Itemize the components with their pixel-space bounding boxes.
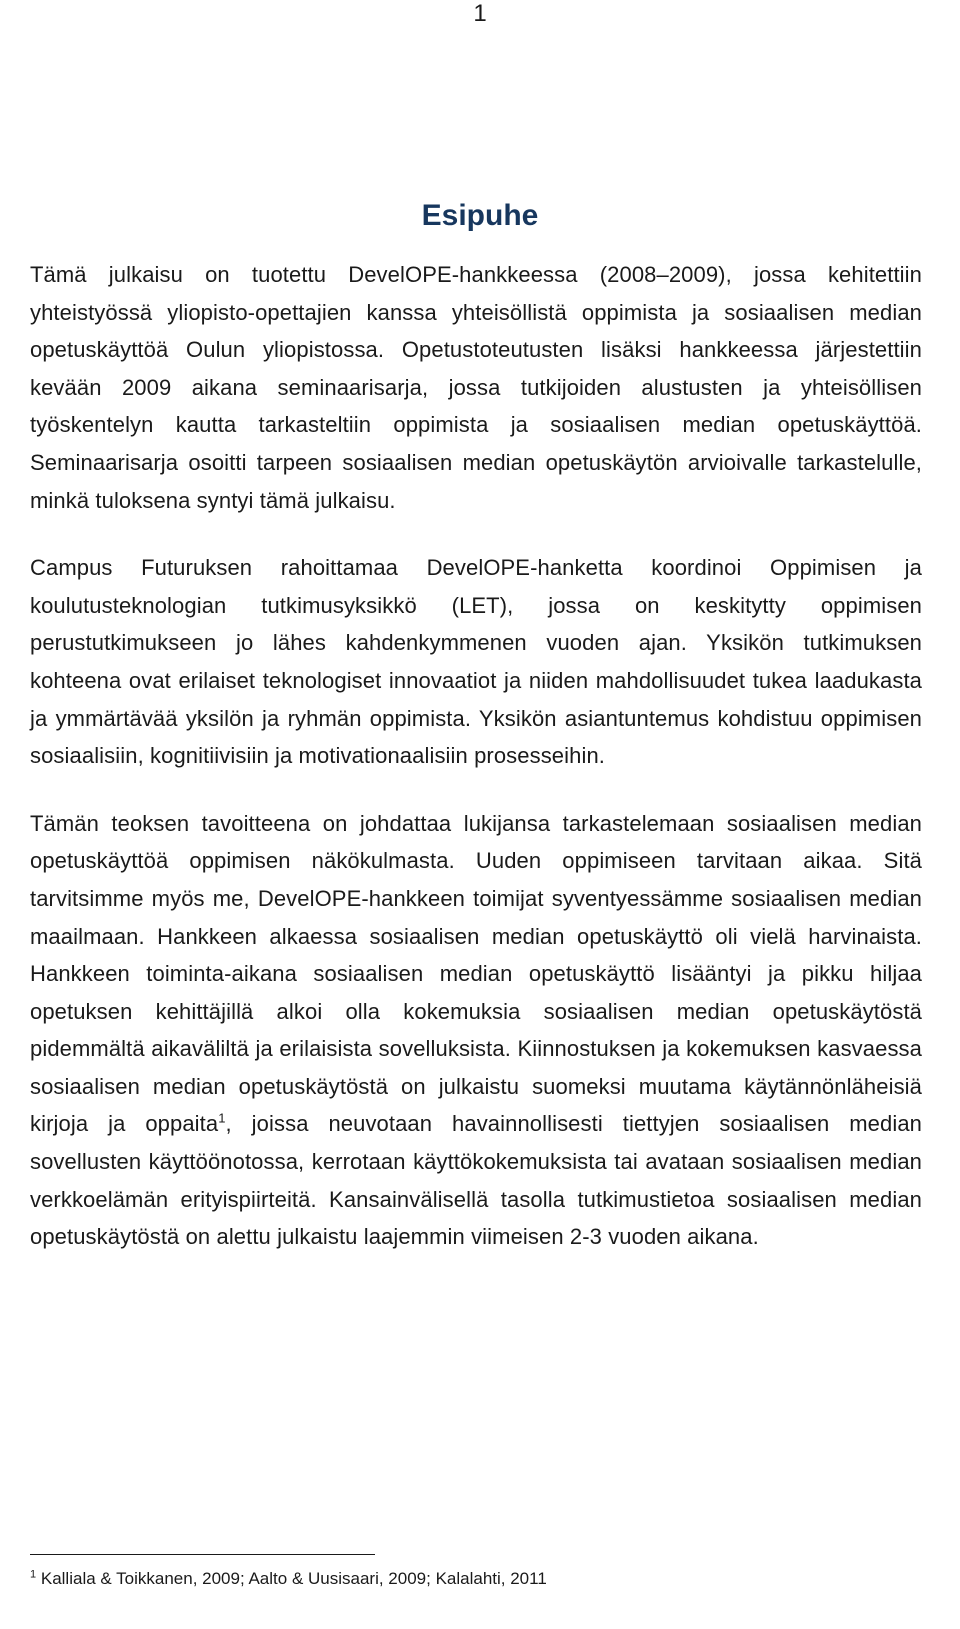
body-text [30,256,922,1286]
paragraph-3-text-after-footnote: , joissa neuvotaan havainnollisesti tiettyjen sosiaalisen median sovellusten käyttöönotossa, kerrotaan käyttökokemuksista tai avataan sosiaalisen median verkkoelämän erityispiirteitä. Kansainvälisellä tasolla tutkimustietoa sosiaalisen median opetuskäytöstä on alettu julkaistu laajemmin viimeisen 2-3 vuoden aikana. [30,1111,922,1250]
paragraph-3-text-before-footnote: Tämän teoksen tavoitteena on johdattaa lukijansa tarkastelemaan sosiaalisen median opetuskäyttöä oppimisen näkökulmasta. Uuden oppimiseen tarvitaan aikaa. Sitä tarvitsimme myös me, DevelOPE-hankkeen toimijat syventyessämme sosiaalisen median maailmaan. Hankkeen alkaessa sosiaalisen median opetuskäyttö oli vielä harvinaista. Hankkeen toiminta-aikana sosiaalisen median opetuskäyttö lisääntyi ja pikku hiljaa opetuksen kehittäjillä alkoi olla kokemuksia sosiaalisen median opetuskäytöstä pidemmältä aikaväliltä ja erilaisista sovelluksista. Kiinnostuksen ja kokemuksen kasvaessa sosiaalisen median opetuskäytöstä on julkaistu suomeksi muutama käytännönläheisiä kirjoja ja oppaita [30,810,922,1137]
paragraph-2: Campus Futuruksen rahoittamaa DevelOPE-hanketta koordinoi Oppimisen ja koulutusteknologian tutkimusyksikkö (LET), jossa on keskitytty oppimisen perustutkimukseen jo lähes kahdenkymmenen vuoden ajan. Yksikön tutkimuksen kohteena ovat erilaiset teknologiset innovaatiot ja niiden mahdollisuudet tukea laadukasta ja ymmärtävää yksilön ja ryhmän oppimista. Yksikön asiantuntemus kohdistuu oppimisen sosiaalisiin, kognitiivisiin ja motivationaalisiin prosesseihin. [30,555,922,769]
page-number: 1 [473,0,487,27]
paragraph-3 [30,805,922,1256]
footnote-separator [30,1554,375,1555]
footnote [30,1568,930,1590]
paragraph-1: Tämä julkaisu on tuotettu DevelOPE-hankkeessa (2008–2009), jossa kehitettiin yhteistyössä yliopisto-opettajien kanssa yhteisöllistä oppimista ja sosiaalisen median opetuskäyttöä Oulun yliopistossa. Opetustoteutusten lisäksi hankkeessa järjestettiin kevään 2009 aikana seminaarisarja, jossa tutkijoiden alustusten ja yhteisöllisen työskentelyn kautta tarkasteltiin oppimista ja sosiaalisen median opetuskäyttöä. Seminaarisarja osoitti tarpeen sosiaalisen median opetuskäytön arvioivalle tarkastelulle, minkä tuloksena syntyi tämä julkaisu. [30,262,922,513]
page-title: Esipuhe [421,199,539,232]
footnote-text: Kalliala & Toikkanen, 2009; Aalto & Uusisaari, 2009; Kalalahti, 2011 [40,1569,547,1588]
footnote-marker: 1 [30,1568,37,1581]
footnote-reference[interactable]: 1 [218,1111,226,1127]
